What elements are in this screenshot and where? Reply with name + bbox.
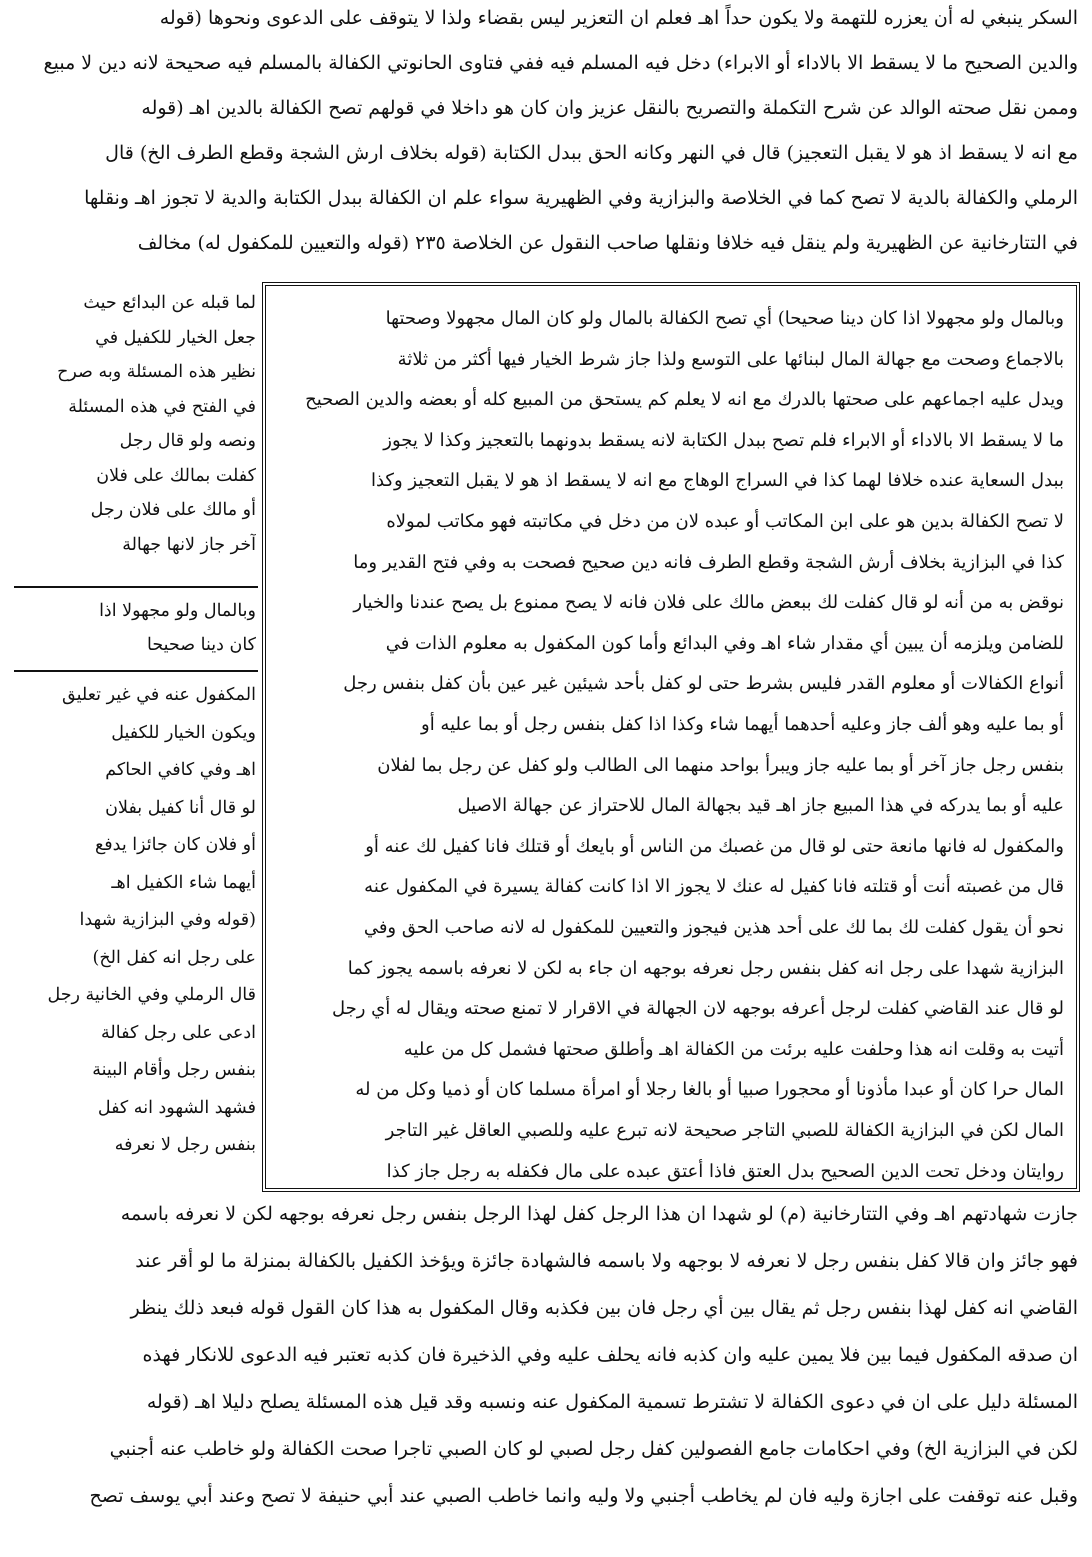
commentary-line: المسئلة دليل على ان في دعوى الكفالة لا تشترط تسمية المكفول عنه ونسبه وقد قيل هذه المسئلة يصلح دليلا اهـ (قوله <box>146 1391 1078 1413</box>
divider-rule <box>14 670 258 672</box>
margin-line: بنفس رجل لا نعرفه <box>114 1135 256 1155</box>
margin-column <box>14 288 258 1188</box>
top-commentary <box>20 4 1078 274</box>
main-text-line: ويدل عليه اجماعهم على صحتها بالدرك مع انه لا يعلم كم يستحق من المبيع كله أو بعضه والدين الصحيح <box>305 389 1064 411</box>
commentary-line: وممن نقل صحته الوالد عن شرح التكملة والتصريح بالنقل عزيز وان كان هو داخلا في قولهم تصح الكفالة بالدين اهـ (قوله <box>141 97 1078 119</box>
margin-line: جعل الخيار للكفيل في <box>95 327 256 348</box>
main-text-line: البزازية شهدا على رجل انه كفل بنفس رجل نعرفه بوجهه ان جاء به لكن لا نعرفه باسمه يجوز كما <box>347 957 1064 979</box>
main-text-line: وبالمال ولو مجهولا اذا كان دينا صحيحا) أي تصح الكفالة بالمال ولو كان المال مجهولا وصحتها <box>385 308 1064 329</box>
margin-line: المكفول عنه في غير تعليق <box>62 685 256 705</box>
main-text-line: أتيت به وقلت انه هذا وحلفت عليه برئت من الكفالة اهـ وأطلق صحتها فشمل كل من عليه <box>403 1038 1064 1060</box>
margin-line: آخر جاز لانها جهالة <box>122 534 256 555</box>
margin-line: فشهد الشهود انه كفل <box>97 1097 256 1118</box>
main-text-line: لو قال عند القاضي كفلت لرجل أعرفه بوجهه لان الجهالة في الاقرار لا تمنع صحته ويقال له أي رجل <box>331 998 1064 1020</box>
main-text-line: نحو أن يقول كفلت لك بما لك على أحد هذين فيجوز والتعيين للمكفول له لانه صاحب الحق وفي <box>363 917 1064 938</box>
main-text-line: لا تصح الكفالة بدين هو على ابن المكاتب أو عبده لان من دخل في مكاتبته فهو مكاتب لمولاه <box>386 511 1064 532</box>
commentary-line: الرملي والكفالة بالدية لا تصح كما في الخلاصة والبزازية وفي الظهيرية سواء علم ان الكفالة ببدل الكتابة والدية لا تجوز اهـ ونقلها <box>84 187 1078 209</box>
commentary-line: مع انه لا يسقط اذ هو لا يقبل التعجيز) قال في النهر وكانه الحق ببدل الكتابة (قوله بخلاف ارش الشجة وقطع الطرف الخ) قال <box>105 142 1078 164</box>
margin-line: بنفس رجل وأقام البينة <box>92 1060 256 1080</box>
main-text-line: عليه أو بما يدركه في هذا المبيع جاز اهـ قيد بجهالة المال للاحتراز عن جهالة الاصيل <box>457 795 1064 817</box>
main-text-line: للضامن ويلزمه أن يبين أي مقدار شاء اهـ وفي البدائع وأما كون المكفول به معلوم الذات في <box>385 632 1064 654</box>
margin-line: (قوله وفي البزازية شهدا <box>79 910 256 930</box>
divider-rule <box>14 586 258 588</box>
main-text-line: بنفس رجل جاز آخر أو بما عليه جاز ويبرأ بواحد منهما الى الطالب ولو كفل عن رجل بما لفلان <box>377 754 1064 776</box>
main-text-line: بالاجماع وصحت مع جهالة المال لبنائها على التوسع ولذا جاز شرط الخيار فيها أكثر من ثلاثة <box>397 348 1064 370</box>
margin-line: في الفتح في هذه المسئلة <box>68 396 256 417</box>
main-text-line: كذا في البزازية بخلاف أرش الشجة وقطع الطرف فانه دين صحيح فصحت به وفي فتح القدير وما <box>353 551 1064 573</box>
margin-heading-line: وبالمال ولو مجهولا اذا <box>99 601 256 621</box>
margin-line: ادعى على رجل كفالة <box>101 1022 256 1043</box>
margin-line: لما قبله عن البدائع حيث <box>83 293 256 313</box>
commentary-line: لكن في البزازية الخ) وفي احكامات جامع الفصولين كفل رجل لصبي لو كان الصبي تاجرا صحت الكفالة ولو خاطب عنه أجنبي <box>109 1438 1078 1460</box>
margin-line: كفلت بمالك على فلان <box>96 465 256 486</box>
margin-line: لو قال أنا كفيل بفلان <box>105 797 256 818</box>
main-text-line: قال من غصبته أنت أو قتلته فانا كفيل له عنك لا يجوز الا اذا كانت كفالة يسيرة في المكفول عنه <box>364 876 1064 898</box>
main-text-line: ما لا يسقط الا بالاداء أو الابراء فلم تصح ببدل الكتابة لانه يسقط بدونهما بالتعجيز وكذا لا يجوز <box>383 429 1064 451</box>
margin-line: نظير هذه المسئلة وبه صرح <box>57 362 256 382</box>
commentary-line: ان صدقه المكفول فيما بين فلا يمين عليه وان كذبه فانه يحلف عليه وفي الذخيرة فان كذبه تعتبر فيه الدعوى للانكار فهذه <box>142 1344 1078 1366</box>
commentary-line: في التتارخانية عن الظهيرية ولم ينقل فيه خلافا ونقلها صاحب النقول عن الخلاصة ٢٣٥ (قوله والتعيين للمكفول له) مخالف <box>137 232 1078 254</box>
main-text-line: روايتان ودخل تحت الدين الصحيح بدل العتق فاذا أعتق عبده على مال فكفله به رجل جاز كذا <box>386 1160 1064 1182</box>
main-text-frame <box>262 282 1080 1192</box>
main-text-line: أو بما عليه وهو ألف جاز وعليه أحدهما أيهما شاء وكذا اذا كفل بنفس رجل أو بما عليه أو <box>421 714 1064 735</box>
commentary-line: وقبل عنه توقفت على اجازة وليه فان لم يخاطب أجنبي ولا وليه وانما خاطب الصبي عند أبي حنيفة لا تصح وعند أبي يوسف تصح <box>89 1485 1078 1507</box>
margin-line: أو فلان كان جائزا يدفع <box>94 835 256 855</box>
main-text-line: والمكفول له فانها مانعة حتى لو قال من غصبك من الناس أو بايعك أو قتلك فانا كفيل لك عنه أو <box>365 835 1064 857</box>
main-text-line: ببدل السعاية عنده خلافا لهما كذا في السراج الوهاج مع انه لا يسقط اذ هو لا يقبل التعجيز وكذا <box>370 470 1064 492</box>
commentary-line: القاضي انه كفل لهذا بنفس رجل ثم يقال بين أي رجل فان بين فكذبه وقال المكفول به هذا كان القول قوله فبعد ذلك ينظر <box>130 1297 1078 1319</box>
margin-line: أو مالك على فلان رجل <box>90 500 256 520</box>
commentary-line: جازت شهادتهم اهـ وفي التتارخانية (م) لو شهدا ان هذا الرجل كفل لهذا الرجل بنفس رجل نعرفه بوجهه لكن لا نعرفه باسمه <box>120 1203 1078 1225</box>
main-text-line: المال لكن في البزازية الكفالة للصبي التاجر صحيحة لانه تبرع عليه وللصبي العاقل غير التاجر <box>385 1120 1064 1141</box>
margin-line: قال الرملي وفي الخانية رجل <box>47 985 256 1005</box>
commentary-line: فهو جائز وان قالا كفل بنفس رجل لا نعرفه لا بوجهه ولا باسمه فالشهادة جائزة ويؤخذ الكفيل بالكفالة بمنزلة ما لو أقر عند <box>135 1250 1078 1272</box>
margin-heading-line: كان دينا صحيحا <box>147 635 256 655</box>
margin-line: ويكون الخيار للكفيل <box>111 722 256 743</box>
margin-line: اهـ وفي كافي الحاكم <box>105 760 256 780</box>
margin-line: أيهما شاء الكفيل اهـ <box>111 872 256 893</box>
margin-line: ونصه ولو قال رجل <box>119 431 256 451</box>
main-text-line: نوقض به من أنه لو قال كفلت لك ببعض مالك على فلان فانه لا يصح ممنوع بل يصح عندنا والخيار <box>353 592 1064 614</box>
main-text-line: المال حرا كان أو عبدا مأذونا أو محجورا صبيا أو بالغا رجلا أو امرأة مسلما كان أو ذميا وكل من له <box>355 1079 1064 1101</box>
margin-line: على رجل انه كفل الخ) <box>92 947 256 968</box>
main-text-line: أنواع الكفالات أو معلوم القدر فليس بشرط حتى لو كفل بأحد شيئين غير عين بأن كفل بنفس رجل <box>343 673 1064 695</box>
commentary-line: السكر ينبغي له أن يعزره للتهمة ولا يكون حداً اهـ فعلم ان التعزير ليس بقضاء ولذا لا يتوقف على الدعوى ونحوها (قوله <box>159 7 1078 29</box>
bottom-commentary <box>20 1200 1078 1540</box>
commentary-line: والدين الصحيح ما لا يسقط الا بالاداء أو الابراء) دخل فيه المسلم فيه ففي فتاوى الحانوتي الكفالة بالمسلم فيه صحيحة لانه دين لا مبيع <box>43 52 1078 74</box>
